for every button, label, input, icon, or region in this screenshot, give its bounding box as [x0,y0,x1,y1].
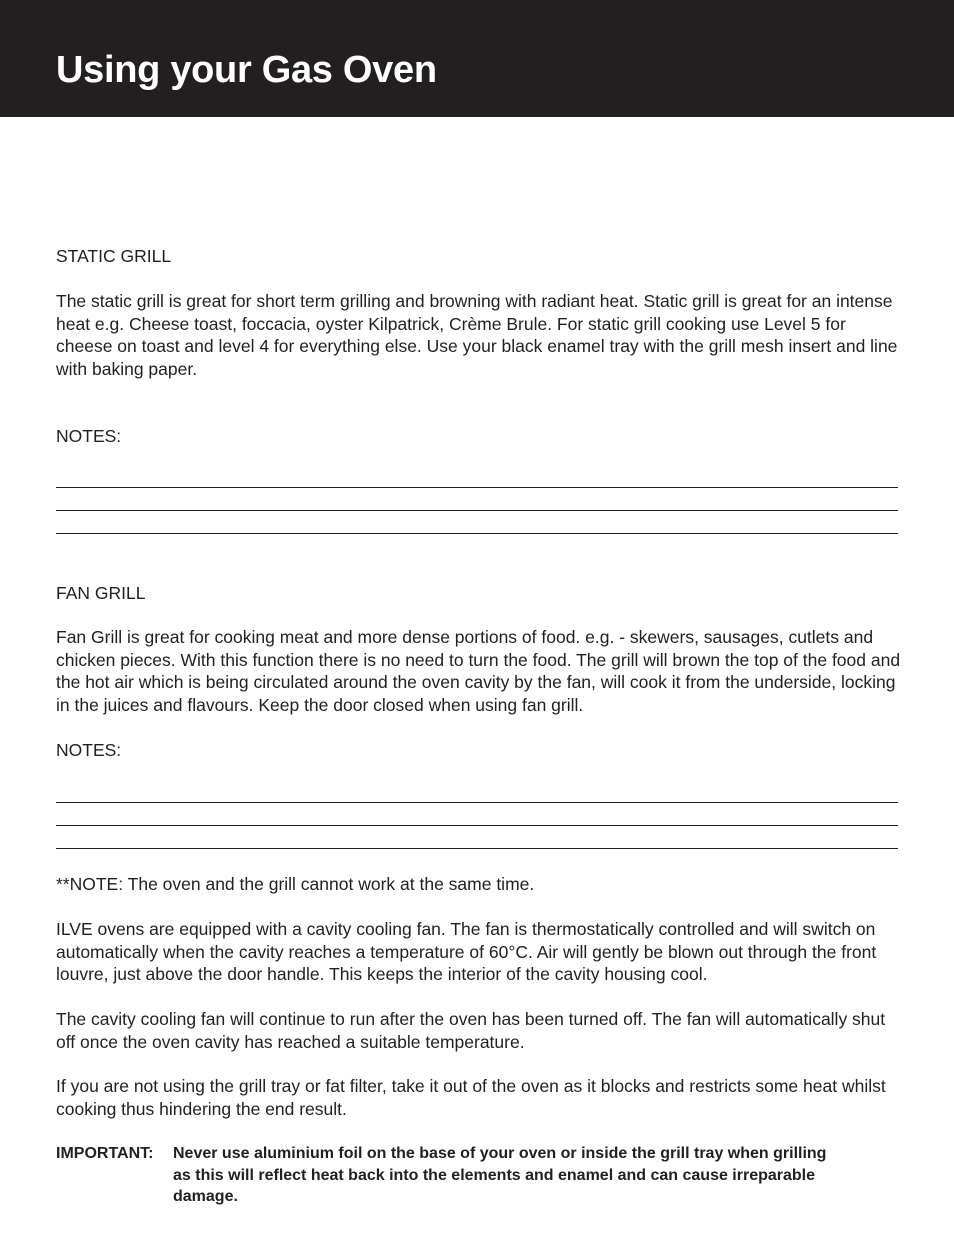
fan-grill-note-line-2[interactable] [56,825,898,826]
header-bar [0,0,954,117]
fan-grill-notes-label: NOTES: [56,740,122,760]
fan-grill-note-line-3[interactable] [56,848,898,849]
static-grill-notes-label: NOTES: [56,426,122,446]
static-grill-note-line-2[interactable] [56,510,898,511]
static-grill-note-line-3[interactable] [56,533,898,534]
important-warning-text: Never use aluminium foil on the base of your oven or inside the grill tray when grilling as this will reflect heat back into the elements and enamel and can cause irreparable damage. [173,1145,827,1205]
static-grill-heading: STATIC GRILL [56,246,172,266]
static-grill-note-line-1[interactable] [56,487,898,488]
important-label: IMPORTANT: [56,1145,154,1162]
grill-tray-paragraph: If you are not using the grill tray or fat filter, take it out of the oven as it blocks and restricts some heat whilst cooking thus hindering the end result. [56,1076,886,1119]
cooling-fan-paragraph-1: ILVE ovens are equipped with a cavity cooling fan. The fan is thermostatically controlled and will switch on automatically when the cavity reaches a temperature of 60°C. Air will gently be blown out through the front louvre, just above the door handle. This keeps the interior of the cavity housing cool. [56,919,877,984]
cooling-fan-paragraph-2: The cavity cooling fan will continue to run after the oven has been turned off. The fan will automatically shut off once the oven cavity has reached a suitable temperature. [56,1009,886,1052]
fan-grill-note-line-1[interactable] [56,802,898,803]
fan-grill-paragraph: Fan Grill is great for cooking meat and more dense portions of food. e.g. - skewers, sausages, cutlets and chicken pieces. With this function there is no need to turn the food. The grill will brown the top of the food and the hot air which is being circulated around the oven cavity by the fan, will cook it from the underside, locking in the juices and flavours. Keep the door closed when using fan grill. [56,627,901,715]
static-grill-paragraph: The static grill is great for short term grilling and browning with radiant heat. Static grill is great for an intense heat e.g. Cheese toast, foccacia, oyster Kilpatrick, Crème Brule. For static grill cooking use Level 5 for cheese on toast and level 4 for everything else. Use your black enamel tray with the grill mesh insert and line with baking paper. [56,291,898,379]
oven-grill-note: **NOTE: The oven and the grill cannot work at the same time. [56,874,535,894]
fan-grill-heading: FAN GRILL [56,583,146,603]
page-title: Using your Gas Oven [56,49,437,91]
